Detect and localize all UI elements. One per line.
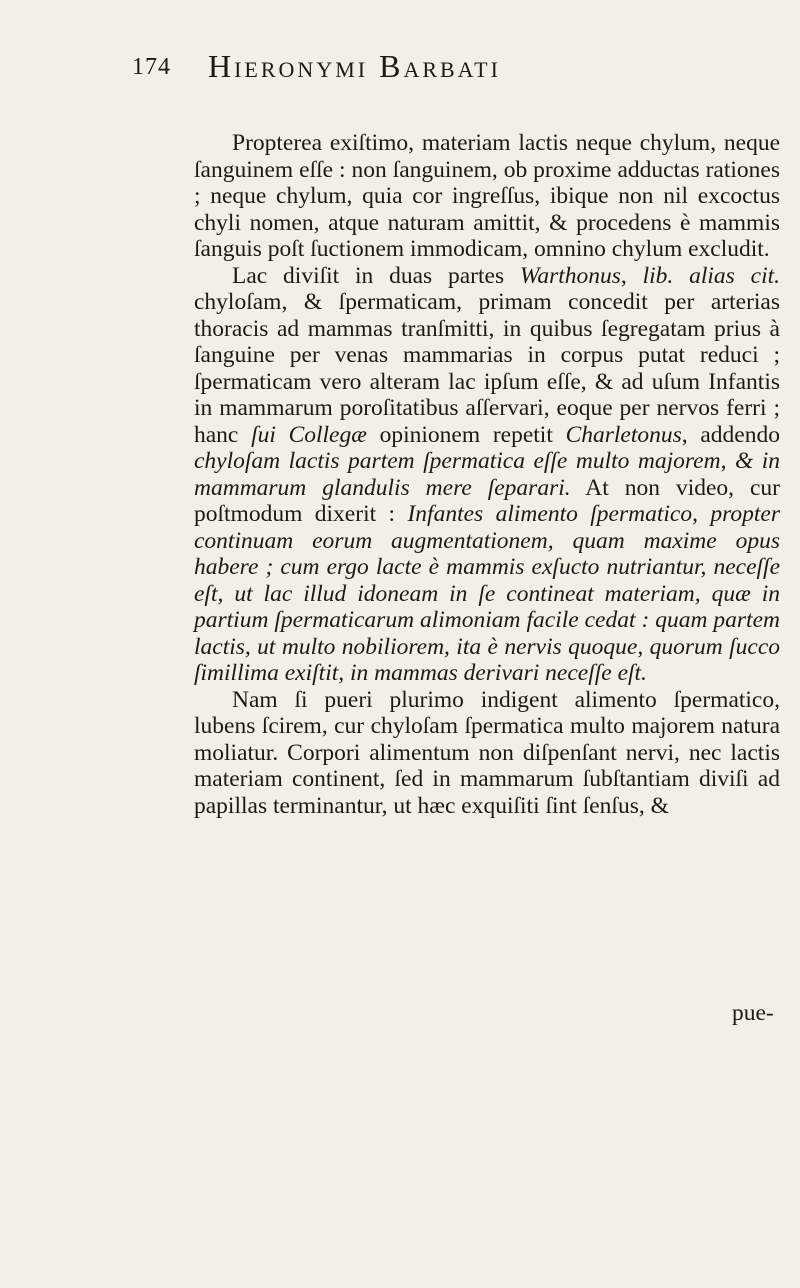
- running-title: Hieronymi Barbati: [208, 48, 501, 84]
- page-number: 174: [132, 54, 171, 80]
- p2-author-warthonus: Warthonus: [519, 262, 621, 289]
- p2-text-k: At non video, cur poſtmodum dixerit :: [194, 474, 780, 527]
- running-header: [132, 48, 692, 92]
- p2-text-g: opinionem repetit: [366, 421, 566, 448]
- paragraph-2: [194, 263, 780, 687]
- main-text: [194, 130, 780, 819]
- p2-citation: lib. alias cit.: [642, 262, 781, 289]
- paragraph-1: Propterea exiſtimo, materiam lactis neque chylum, neque ſanguinem eſſe : non ſanguinem, ob proxime adductas rationes ; neque chylum, quia cor ingreſſus, ibique non nil excoctus chyli nomen, atque naturam amittit, & procedens è mammis ſanguis poſt ſuctionem immodicam, omnino chylum excludit.: [194, 130, 780, 262]
- p2-text-e: chyloſam, & ſpermaticam, primam concedit per arterias thoracis ad mammas tranſmitti, in quibus ſegregatam prius à ſanguine per venas mammarias in corpus putat reduci ; ſpermaticam vero alteram lac ipſum eſſe, & ad uſum Infantis in mammarum poroſitatibus aſſervari, eoque per nervos ferri ; hanc: [194, 289, 780, 448]
- p2-text-c: ,: [620, 262, 643, 289]
- paragraph-3: Nam ſi pueri plurimo indigent alimento ſpermatico, lubens ſcirem, cur chyloſam ſpermatica multo majorem natura moliatur. Corpori alimentum non diſpenſant nervi, nec lactis materiam continent, ſed in mammarum ſubſtantiam diviſi ad papillas terminantur, ut hæc exquiſiti ſint ſenſus, &: [194, 686, 780, 819]
- p2-text-i: , addendo: [681, 421, 780, 448]
- p2-collegae: ſui Collegæ: [251, 421, 367, 448]
- p2-quote-2: Infantes alimento ſpermatico, propter continuam eorum augmentationem, quam maxime opus habere ; cum ergo lacte è mammis exſucto nutriantur, neceſſe eſt, ut lac illud idoneam in ſe contineat materiam, quæ in partium ſpermaticarum alimoniam facile cedat : quam partem lactis, ut multo nobiliorem, ita è nervis quoque, quorum ſucco ſimillima exiſtit, in mammas derivari neceſſe eſt.: [194, 501, 780, 686]
- p2-text-a: Lac diviſit in duas partes: [232, 262, 520, 289]
- p2-author-charletonus: Charletonus: [565, 421, 682, 448]
- catchword: pue-: [732, 1000, 774, 1026]
- p2-quote-1: chyloſam lactis partem ſpermatica eſſe multo majorem, & in mammarum glandulis mere ſeparari.: [194, 448, 780, 501]
